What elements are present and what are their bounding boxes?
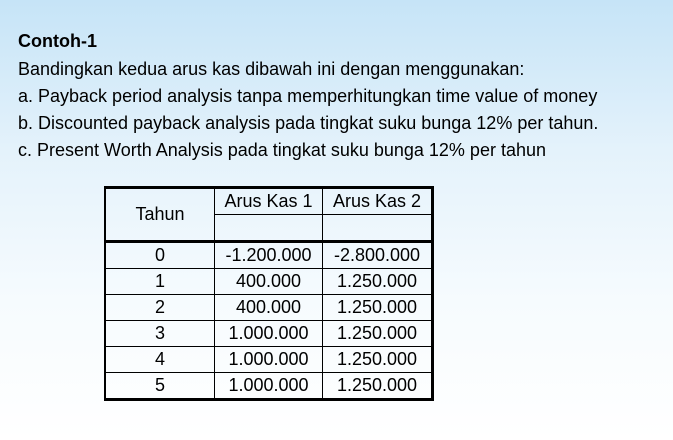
item-b: b. Discounted payback analysis pada tingkat suku bunga 12% per tahun. — [18, 113, 599, 133]
table-row — [105, 347, 433, 373]
arus-kas-2-cell: 1.250.000 — [323, 269, 433, 295]
slide-title: Contoh-1 — [18, 31, 97, 51]
arus-kas-1-cell: 400.000 — [215, 295, 323, 321]
header-empty-cell — [323, 215, 433, 242]
table-row — [105, 295, 433, 321]
table-header-row — [105, 188, 433, 215]
intro-text: Bandingkan kedua arus kas dibawah ini dengan menggunakan: — [18, 59, 525, 79]
item-a: a. Payback period analysis tanpa memperhitungkan time value of money — [18, 86, 598, 106]
cash-flow-table-container — [104, 186, 434, 401]
year-cell: 3 — [105, 321, 215, 347]
arus-kas-1-cell: 1.000.000 — [215, 321, 323, 347]
header-arus-kas-2: Arus Kas 2 — [323, 188, 433, 215]
arus-kas-2-cell: -2.800.000 — [323, 242, 433, 269]
slide-content — [18, 30, 668, 164]
arus-kas-1-cell: -1.200.000 — [215, 242, 323, 269]
year-cell: 0 — [105, 242, 215, 269]
table-row — [105, 373, 433, 400]
arus-kas-2-cell: 1.250.000 — [323, 347, 433, 373]
table-row — [105, 242, 433, 269]
year-cell: 5 — [105, 373, 215, 400]
cash-flow-table — [104, 186, 434, 401]
header-arus-kas-1: Arus Kas 1 — [215, 188, 323, 215]
arus-kas-1-cell: 400.000 — [215, 269, 323, 295]
arus-kas-2-cell: 1.250.000 — [323, 373, 433, 400]
arus-kas-1-cell: 1.000.000 — [215, 347, 323, 373]
arus-kas-2-cell: 1.250.000 — [323, 321, 433, 347]
header-tahun: Tahun — [105, 188, 215, 242]
year-cell: 1 — [105, 269, 215, 295]
item-c: c. Present Worth Analysis pada tingkat suku bunga 12% per tahun — [18, 140, 546, 160]
arus-kas-2-cell: 1.250.000 — [323, 295, 433, 321]
table-row — [105, 321, 433, 347]
arus-kas-1-cell: 1.000.000 — [215, 373, 323, 400]
year-cell: 2 — [105, 295, 215, 321]
year-cell: 4 — [105, 347, 215, 373]
header-empty-cell — [215, 215, 323, 242]
table-row — [105, 269, 433, 295]
